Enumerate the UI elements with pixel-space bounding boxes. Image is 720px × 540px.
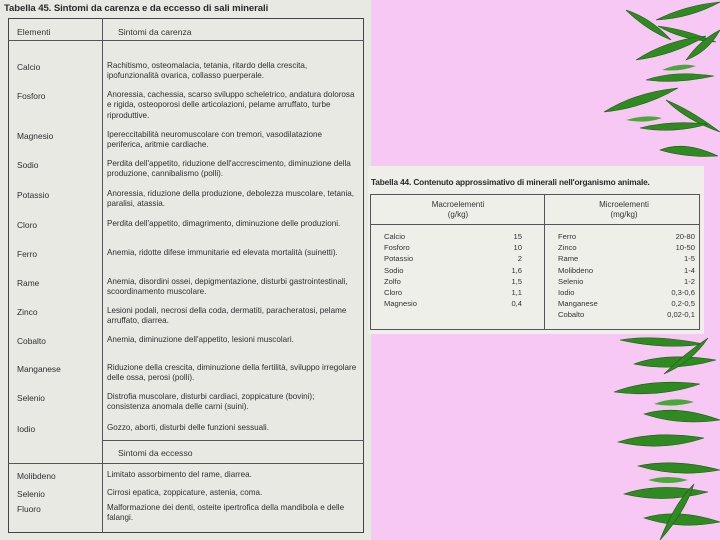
deficiency-row-symptoms: Riduzione della crescita, diminuzione della fertilità, sviluppo irregolare delle ossa, perosi (polli).	[107, 363, 357, 383]
bamboo-leaves-icon	[604, 334, 720, 540]
micro-row-name: Zinco	[558, 243, 577, 253]
micro-row-name: Molibdeno	[558, 265, 594, 275]
deficiency-row-symptoms: Anoressia, riduzione della produzione, debolezza muscolare, tetania, paralisi, atassia.	[107, 189, 355, 209]
micro-header	[564, 200, 684, 220]
table-45-excess-divider-top	[102, 440, 364, 441]
micro-row-value: 10-50	[675, 243, 695, 253]
micro-row-value: 0,3-0,6	[671, 288, 695, 297]
micro-row-value: 20-80	[675, 232, 695, 241]
deficiency-row-symptoms: Perdita dell'appetito, riduzione dell'accrescimento, diminuzione della produzione, cannibalismo (polli).	[107, 159, 351, 179]
deficiency-row-element-name: Potassio	[17, 190, 50, 200]
excess-row-element-name: Selenio	[17, 489, 45, 499]
deficiency-row-element-name: Cobalto	[17, 336, 46, 346]
micro-row-value: 1-5	[684, 254, 695, 264]
micro-row-name: Selenio	[558, 276, 584, 286]
deficiency-row-element-name: Zinco	[17, 307, 38, 317]
table-45-title: Tabella 45. Sintomi da carenza e da eccesso di sali minerali	[4, 3, 269, 14]
macro-row-name: Sodio	[384, 265, 404, 275]
macro-header-label: Macroelementi	[431, 200, 485, 209]
micro-row-name: Iodio	[558, 288, 575, 297]
excess-row-element-name: Fluoro	[17, 504, 41, 514]
table-45-excess-divider-bottom	[8, 463, 364, 464]
deficiency-row-element-name: Sodio	[17, 160, 39, 170]
macro-header	[398, 200, 518, 220]
deficiency-row-symptoms: Anemia, disordini ossei, depigmentazione, disturbi gastrointestinali, scoordinamento muscolare.	[107, 277, 348, 297]
table-44-title: Tabella 44. Contenuto approssimativo di minerali nell'organismo animale.	[371, 177, 650, 187]
excess-row-symptoms: Malformazione dei denti, osteite ipertrofica della mandibola e delle falangi.	[107, 503, 345, 523]
micro-row-name: Ferro	[558, 232, 577, 241]
micro-header-unit: (mg/kg)	[610, 210, 638, 219]
deficiency-row-element-name: Magnesio	[17, 131, 54, 141]
macro-row-value: 0,4	[511, 299, 522, 309]
macro-row-value: 2	[517, 254, 522, 264]
macro-row-name: Calcio	[384, 232, 406, 241]
excess-row-symptoms: Limitato assorbimento del rame, diarrea.	[107, 470, 252, 479]
deficiency-row-element-name: Rame	[17, 278, 40, 288]
deficiency-row-element-name: Iodio	[17, 424, 36, 434]
deficiency-row-element-name: Selenio	[17, 393, 45, 403]
col-header-elements: Elementi	[17, 27, 51, 37]
col-header-deficiency: Sintomi da carenza	[118, 27, 192, 37]
bamboo-leaves-icon	[596, 0, 720, 170]
micro-row-value: 1-4	[684, 265, 695, 275]
micro-header-label: Microelementi	[599, 200, 649, 209]
excess-row-element-name: Molibdeno	[17, 471, 56, 481]
macro-row-name: Fosforo	[384, 243, 410, 253]
micro-row-value: 0,02-0,1	[667, 310, 695, 320]
macro-row-name: Potassio	[384, 254, 414, 264]
col-header-excess: Sintomi da eccesso	[118, 448, 193, 458]
macro-row-value: 1,6	[511, 265, 522, 275]
deficiency-row-symptoms: Ipereccitabilità neuromuscolare con tremori, vasodilatazione periferica, aritmie cardiache.	[107, 130, 323, 150]
table-45-column-divider	[102, 18, 103, 533]
micro-row-name: Rame	[558, 254, 579, 264]
excess-row-symptoms: Cirrosi epatica, zoppicature, astenia, coma.	[107, 488, 263, 497]
deficiency-row-symptoms: Anemia, ridotte difese immunitarie ed elevata mortalità (suinetti).	[107, 248, 338, 257]
table-44-scan	[368, 166, 704, 334]
micro-row-name: Cobalto	[558, 310, 585, 320]
macro-row-value: 10	[513, 243, 522, 253]
macro-row-name: Magnesio	[384, 299, 417, 309]
deficiency-row-symptoms: Lesioni podali, necrosi della coda, dermatiti, paracheratosi, pelame arruffato, diarrea.	[107, 306, 347, 326]
deficiency-row-symptoms: Rachitismo, osteomalacia, tetania, ritardo della crescita, ipofunzionalità ovarica, collasso puerperale.	[107, 61, 308, 81]
deficiency-row-symptoms: Distrofia muscolare, disturbi cardiaci, zoppicature (bovini); consistenza anomala delle carni (suini).	[107, 392, 315, 412]
micro-row-value: 0,2-0,5	[671, 299, 695, 309]
deficiency-row-element-name: Cloro	[17, 220, 38, 230]
macro-row-value: 1,1	[511, 288, 522, 297]
deficiency-row-symptoms: Gozzo, aborti, disturbi delle funzioni sessuali.	[107, 423, 269, 432]
micro-row-name: Manganese	[558, 299, 598, 309]
table-44-header-divider	[370, 224, 700, 225]
macro-row-name: Cloro	[384, 288, 403, 297]
deficiency-row-symptoms: Anemia, diminuzione dell'appetito, lesioni muscolari.	[107, 335, 294, 344]
macro-row-value: 15	[513, 232, 522, 241]
deficiency-row-symptoms: Anoressia, cachessia, scarso sviluppo scheletrico, andatura dolorosa e rigida, osteoporosi delle articolazioni, pelame arruffato, turbe riproduttive.	[107, 90, 355, 120]
macro-header-unit: (g/kg)	[447, 210, 469, 219]
macro-row-name: Zolfo	[384, 276, 401, 286]
macro-row-value: 1,5	[511, 276, 522, 286]
deficiency-row-element-name: Ferro	[17, 249, 38, 259]
deficiency-row-element-name: Manganese	[17, 364, 61, 374]
table-44-column-divider	[544, 194, 545, 330]
table-45-header-divider	[8, 40, 364, 41]
deficiency-row-element-name: Fosforo	[17, 91, 46, 101]
micro-row-value: 1-2	[684, 276, 695, 286]
deficiency-row-symptoms: Perdita dell'appetito, dimagrimento, diminuzione delle produzioni.	[107, 219, 341, 228]
deficiency-row-element-name: Calcio	[17, 62, 41, 72]
